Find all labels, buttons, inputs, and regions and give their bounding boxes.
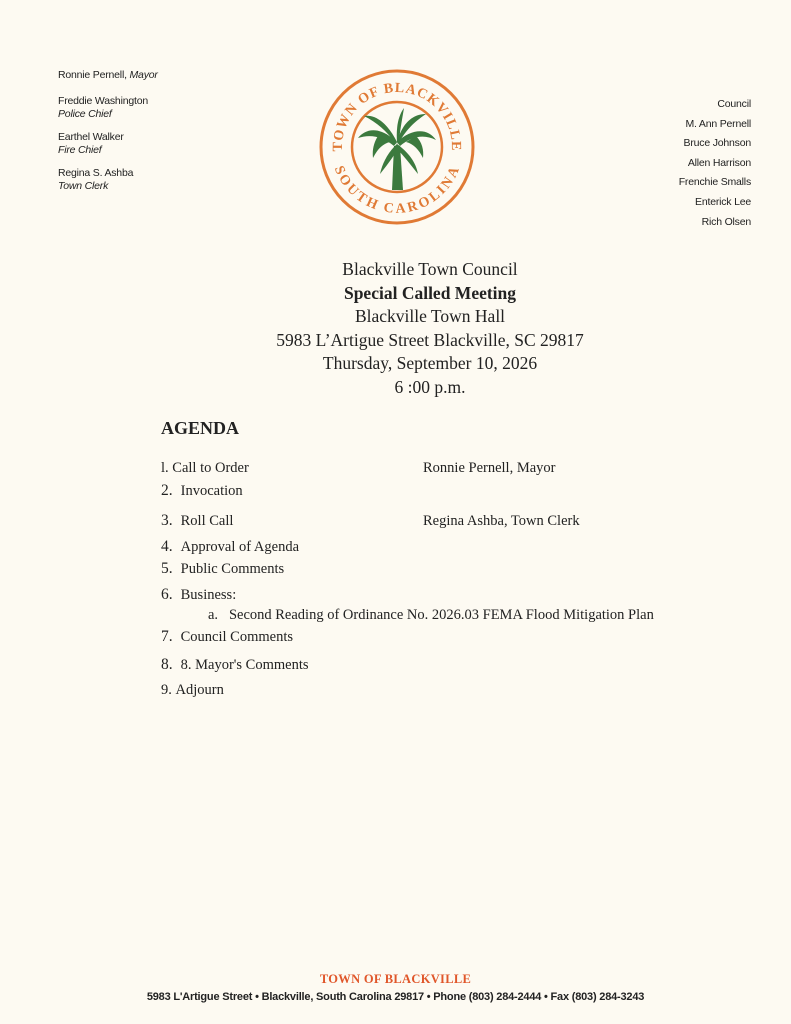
council-member: Rich Olsen	[701, 215, 751, 228]
official-police-chief	[58, 95, 258, 121]
agenda-title: AGENDA	[161, 418, 240, 438]
official-mayor	[58, 69, 258, 82]
meeting-date: Thursday, September 10, 2026	[322, 353, 538, 374]
item-number: 2.	[161, 482, 173, 499]
official-title: Town Clerk	[58, 180, 109, 192]
seal-bottom-text: SOUTH CAROLINA	[330, 163, 464, 218]
meeting-type: Special Called Meeting	[343, 282, 517, 303]
item-number: 6.	[161, 586, 173, 603]
item-label: Roll Call	[180, 513, 234, 529]
item-label: Approval of Agenda	[180, 539, 300, 555]
item-number: 3.	[161, 512, 173, 529]
officials-list	[58, 69, 258, 203]
item-label: Public Comments	[180, 561, 285, 577]
official-name: Freddie Washington	[58, 95, 148, 107]
meeting-venue: Blackville Town Hall	[354, 306, 506, 327]
official-name: Earthel Walker	[58, 131, 124, 143]
official-name: Regina S. Ashba	[58, 167, 134, 179]
agenda-item	[161, 586, 236, 604]
meeting-time: 6 :00 p.m.	[394, 376, 466, 397]
item-label: Invocation	[180, 483, 243, 499]
council-member: M. Ann Pernell	[685, 117, 751, 130]
council-name: Blackville Town Council	[342, 259, 518, 279]
agenda-item	[161, 560, 284, 578]
agenda-item	[161, 460, 249, 477]
meeting-address: 5983 L’Artigue Street Blackville, SC 29817	[276, 329, 584, 350]
item-number: 4.	[161, 538, 173, 555]
council-list	[591, 95, 751, 232]
agenda-item	[161, 512, 233, 530]
footer-town-name: TOWN OF BLACKVILLE	[319, 972, 472, 986]
agenda-item	[161, 628, 293, 646]
item-label: Business:	[180, 587, 237, 603]
item-label: 8. Mayor's Comments	[180, 657, 309, 673]
agenda-item	[161, 682, 224, 699]
official-town-clerk	[58, 167, 258, 193]
footer-address: 5983 L'Artigue Street • Blackville, South Carolina 29817 • Phone (803) 284-2444 • Fax (803) 284-3243	[146, 991, 645, 1003]
agenda-subitem	[208, 607, 654, 624]
official-title: Police Chief	[58, 108, 112, 120]
item-presenter: Ronnie Pernell, Mayor	[423, 460, 556, 476]
town-seal-logo	[318, 68, 476, 226]
subitem-letter: a.	[208, 607, 219, 623]
item-number: 8.	[161, 656, 173, 673]
subitem-label: Second Reading of Ordinance No. 2026.03 FEMA Flood Mitigation Plan	[228, 607, 654, 623]
council-label: Council	[717, 98, 751, 110]
agenda-item	[161, 482, 243, 500]
agenda-item	[161, 656, 309, 674]
council-member: Bruce Johnson	[683, 137, 751, 150]
item-number: 7.	[161, 628, 173, 645]
item-label: Council Comments	[180, 629, 293, 645]
seal-top-text: TOWN OF BLACKVILLE	[330, 80, 464, 152]
item-label: Call to Order	[172, 460, 249, 476]
item-number: l.	[161, 460, 169, 476]
council-member: Frenchie Smalls	[678, 176, 751, 189]
official-title: Fire Chief	[58, 144, 102, 156]
official-title: Mayor	[129, 69, 158, 81]
meeting-heading	[200, 258, 660, 400]
item-label: Adjourn	[175, 682, 224, 698]
agenda-item	[161, 538, 299, 556]
item-presenter: Regina Ashba, Town Clerk	[423, 513, 580, 529]
council-member: Allen Harrison	[687, 156, 751, 169]
item-number: 9.	[161, 682, 172, 698]
council-member: Enterick Lee	[695, 195, 751, 208]
official-name: Ronnie Pernell,	[58, 69, 127, 81]
item-number: 5.	[161, 560, 173, 577]
official-fire-chief	[58, 131, 258, 157]
